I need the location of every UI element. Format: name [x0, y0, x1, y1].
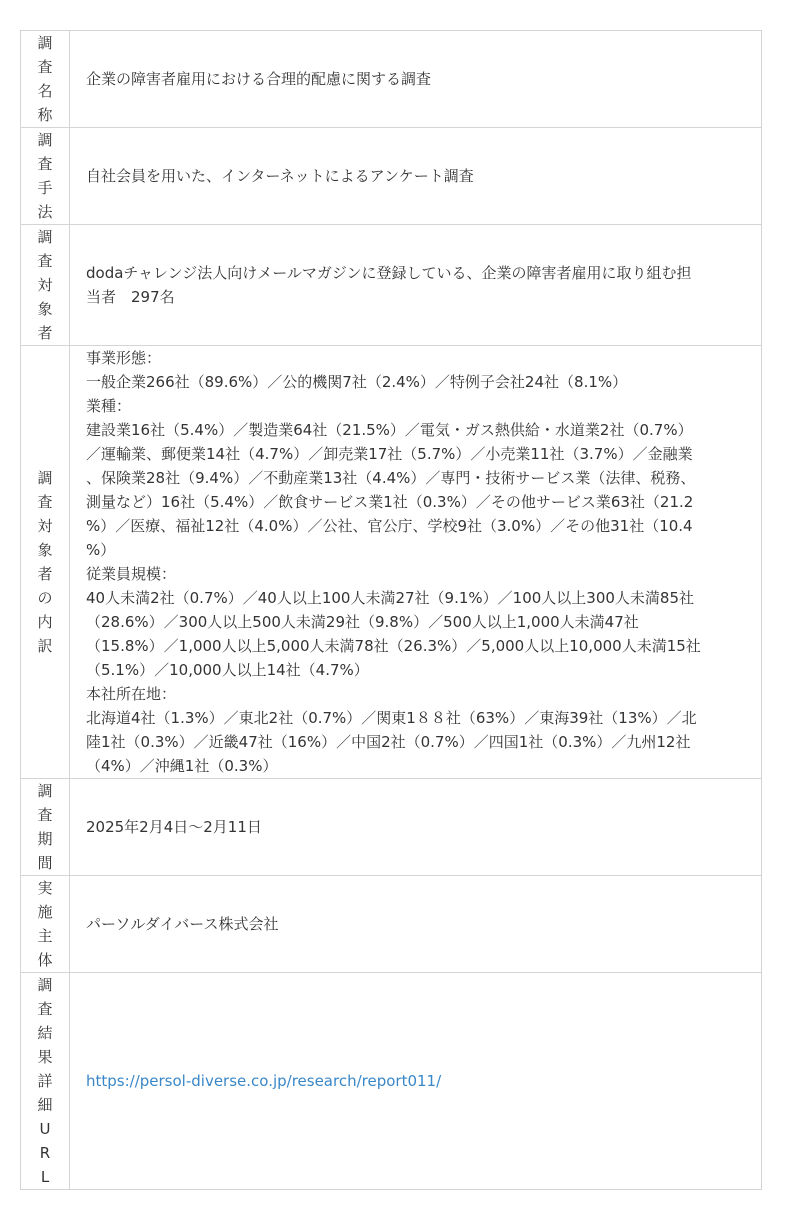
label-char: 主 — [37, 927, 53, 945]
label-char: 詳 — [37, 1072, 53, 1090]
row-value: 2025年2月4日〜2月11日 — [70, 779, 762, 876]
row-label-text — [21, 466, 69, 658]
label-char: 期 — [37, 830, 53, 848]
row-value: パーソルダイバース株式会社 — [70, 876, 762, 973]
label-char: 果 — [37, 1048, 53, 1066]
label-char: 調 — [37, 469, 53, 487]
label-char: 査 — [37, 155, 53, 173]
value-line: （4%）／沖縄1社（0.3%） — [86, 757, 278, 775]
label-char: 象 — [37, 300, 53, 318]
label-char: 調 — [37, 131, 53, 149]
label-char: 象 — [37, 541, 53, 559]
value-line: 北海道4社（1.3%）／東北2社（0.7%）／関東1８８社（63%）／東海39社（13%）／北 — [86, 709, 697, 727]
row-value — [70, 225, 762, 346]
label-char: U — [39, 1120, 51, 1138]
value-line: 一般企業266社（89.6%）／公的機関7社（2.4%）／特例子会社24社（8.1%） — [86, 373, 628, 391]
value-line: （28.6%）／300人以上500人未満29社（9.8%）／500人以上1,000人未満47社 — [86, 613, 639, 631]
report-url-link[interactable]: https://persol-diverse.co.jp/research/report011/ — [86, 1072, 442, 1090]
row-label — [21, 876, 70, 973]
value-line: 40人未満2社（0.7%）／40人以上100人未満27社（9.1%）／100人以上300人未満85社 — [86, 589, 695, 607]
value-line: 測量など）16社（5.4%）／飲食サービス業1社（0.3%）／その他サービス業63社（21.2 — [86, 493, 694, 511]
value-line: （5.1%）／10,000人以上14社（4.7%） — [86, 661, 369, 679]
label-char: 対 — [37, 276, 53, 294]
row-label-text — [21, 225, 69, 345]
row-label — [21, 779, 70, 876]
value-line: 本社所在地： — [86, 685, 177, 703]
row-label — [21, 346, 70, 779]
table-row — [21, 779, 762, 876]
label-char: 間 — [37, 854, 53, 872]
row-label-text — [21, 973, 69, 1189]
table-row — [21, 225, 762, 346]
label-char: 査 — [37, 252, 53, 270]
label-char: 査 — [37, 493, 53, 511]
label-char: 手 — [37, 179, 53, 197]
table-row — [21, 346, 762, 779]
value-line: （15.8%）／1,000人以上5,000人未満78社（26.3%）／5,000人以上10,000人未満15社 — [86, 637, 701, 655]
label-char: 者 — [37, 565, 53, 583]
table-row — [21, 876, 762, 973]
label-char: L — [40, 1168, 50, 1186]
label-char: 査 — [37, 1000, 53, 1018]
row-value — [70, 346, 762, 779]
label-char: 施 — [37, 903, 53, 921]
row-label — [21, 128, 70, 225]
table-row — [21, 128, 762, 225]
value-line: 陸1社（0.3%）／近畿47社（16%）／中国2社（0.7%）／四国1社（0.3%）／九州12社 — [86, 733, 691, 751]
survey-info-table — [20, 30, 762, 1190]
row-label-text — [21, 779, 69, 875]
value-line: 業種： — [86, 397, 132, 415]
label-char: の — [37, 589, 53, 607]
label-char: 称 — [37, 106, 53, 124]
label-char: 査 — [37, 806, 53, 824]
label-char: 者 — [37, 324, 53, 342]
value-line: 、保険業28社（9.4%）／不動産業13社（4.4%）／専門・技術サービス業（法律、税務、 — [86, 469, 696, 487]
label-char: 対 — [37, 517, 53, 535]
value-line: ／運輸業、郵便業14社（4.7%）／卸売業17社（5.7%）／小売業11社（3.7%）／金融業 — [86, 445, 693, 463]
row-label — [21, 31, 70, 128]
label-char: 法 — [37, 203, 53, 221]
row-label-text — [21, 128, 69, 224]
row-label — [21, 973, 70, 1190]
table-row — [21, 973, 762, 1190]
label-char: R — [39, 1144, 51, 1162]
label-char: 結 — [37, 1024, 53, 1042]
label-char: 調 — [37, 976, 53, 994]
value-line: dodaチャレンジ法人向けメールマガジンに登録している、企業の障害者雇用に取り組む担 — [86, 264, 692, 282]
value-line: 従業員規模： — [86, 565, 177, 583]
label-char: 内 — [37, 613, 53, 631]
label-char: 実 — [37, 879, 53, 897]
value-line: 建設業16社（5.4%）／製造業64社（21.5%）／電気・ガス熱供給・水道業2社（0.7%） — [86, 421, 693, 439]
label-char: 名 — [37, 82, 53, 100]
row-value: 企業の障害者雇用における合理的配慮に関する調査 — [70, 31, 762, 128]
row-label — [21, 225, 70, 346]
label-char: 細 — [37, 1096, 53, 1114]
row-value — [70, 973, 762, 1190]
row-label-text — [21, 31, 69, 127]
value-line: %） — [86, 541, 116, 559]
label-char: 体 — [37, 951, 53, 969]
table-row — [21, 31, 762, 128]
label-char: 調 — [37, 228, 53, 246]
value-line: 事業形態： — [86, 349, 162, 367]
label-char: 訳 — [37, 637, 53, 655]
label-char: 調 — [37, 34, 53, 52]
label-char: 査 — [37, 58, 53, 76]
row-label-text — [21, 876, 69, 972]
value-line: %）／医療、福祉12社（4.0%）／公社、官公庁、学校9社（3.0%）／その他31社（10.4 — [86, 517, 693, 535]
row-value: 自社会員を用いた、インターネットによるアンケート調査 — [70, 128, 762, 225]
value-line: 当者 297名 — [86, 288, 175, 306]
label-char: 調 — [37, 782, 53, 800]
